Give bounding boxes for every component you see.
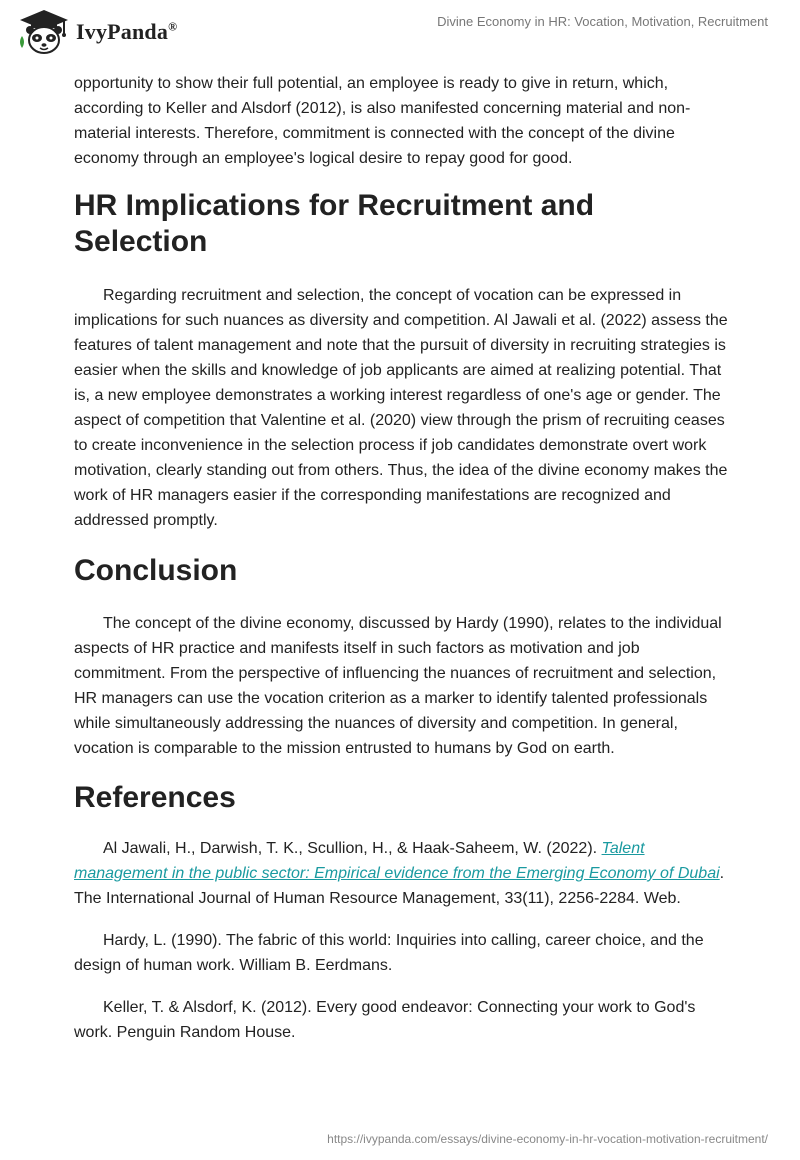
reference-item-keller: Keller, T. & Alsdorf, K. (2012). Every good endeavor: Connecting your work to God's work. Penguin Random House. <box>74 999 696 1041</box>
section-heading-references: References <box>74 781 236 814</box>
running-title: Divine Economy in HR: Vocation, Motivation, Recruitment <box>437 14 768 29</box>
recruitment-paragraph: Regarding recruitment and selection, the concept of vocation can be expressed in implications for such nuances as diversity and competition. Al Jawali et al. (2022) assess the features of talent management and note that the pursuit of diversity in recruiting strategies is easier when the skills and knowledge of job applicants are aimed at realizing potential. That is, a new employee demonstrates a working interest regardless of one's age or gender. The aspect of competition that Valentine et al. (2020) view through the prism of recruiting ceases to create inconvenience in the selection process if job candidates demonstrate overt work motivation, clearly standing out from others. Thus, the idea of the divine economy makes the work of HR managers easier if the corresponding manifestations are recognized and addressed promptly. <box>74 287 728 529</box>
footer-url[interactable]: https://ivypanda.com/essays/divine-economy-in-hr-vocation-motivation-recruitment/ <box>327 1132 768 1146</box>
panda-graduate-icon <box>16 8 72 56</box>
brand-logo[interactable] <box>16 8 177 56</box>
brand-name: IvyPanda® <box>76 19 178 44</box>
section-heading-conclusion: Conclusion <box>74 554 238 587</box>
reference-item-al-jawali: Al Jawali, H., Darwish, T. K., Scullion, H., & Haak-Saheem, W. (2022). Talent management in the public sector: Empirical evidence from the Emerging Economy of Dubai. The International Journal of Human Resource Management, 33(11), 2256-2284. Web. <box>74 840 725 907</box>
reference-link-talent-management[interactable]: Talent management in the public sector: Empirical evidence from the Emerging Economy of Dubai <box>74 840 720 882</box>
article-body <box>74 71 730 1062</box>
intro-paragraph: opportunity to show their full potential, an employee is ready to give in return, which, according to Keller and Alsdorf (2012), is also manifested concerning material and non-material interests. Therefore, commitment is connected with the concept of the divine economy through an employee's logical desire to repay good for good. <box>74 75 691 167</box>
reference-item-hardy: Hardy, L. (1990). The fabric of this world: Inquiries into calling, career choice, and the design of human work. William B. Eerdmans. <box>74 932 704 974</box>
page-header <box>0 0 800 70</box>
conclusion-paragraph: The concept of the divine economy, discussed by Hardy (1990), relates to the individual aspects of HR practice and manifests itself in such factors as motivation and job commitment. From the perspective of influencing the nuances of recruitment and selection, HR managers can use the vocation criterion as a marker to identify talented professionals while simultaneously addressing the nuances of diversity and competition. In general, vocation is comparable to the mission entrusted to humans by God on earth. <box>74 615 722 757</box>
section-heading-recruitment: HR Implications for Recruitment and Selection <box>74 189 595 258</box>
